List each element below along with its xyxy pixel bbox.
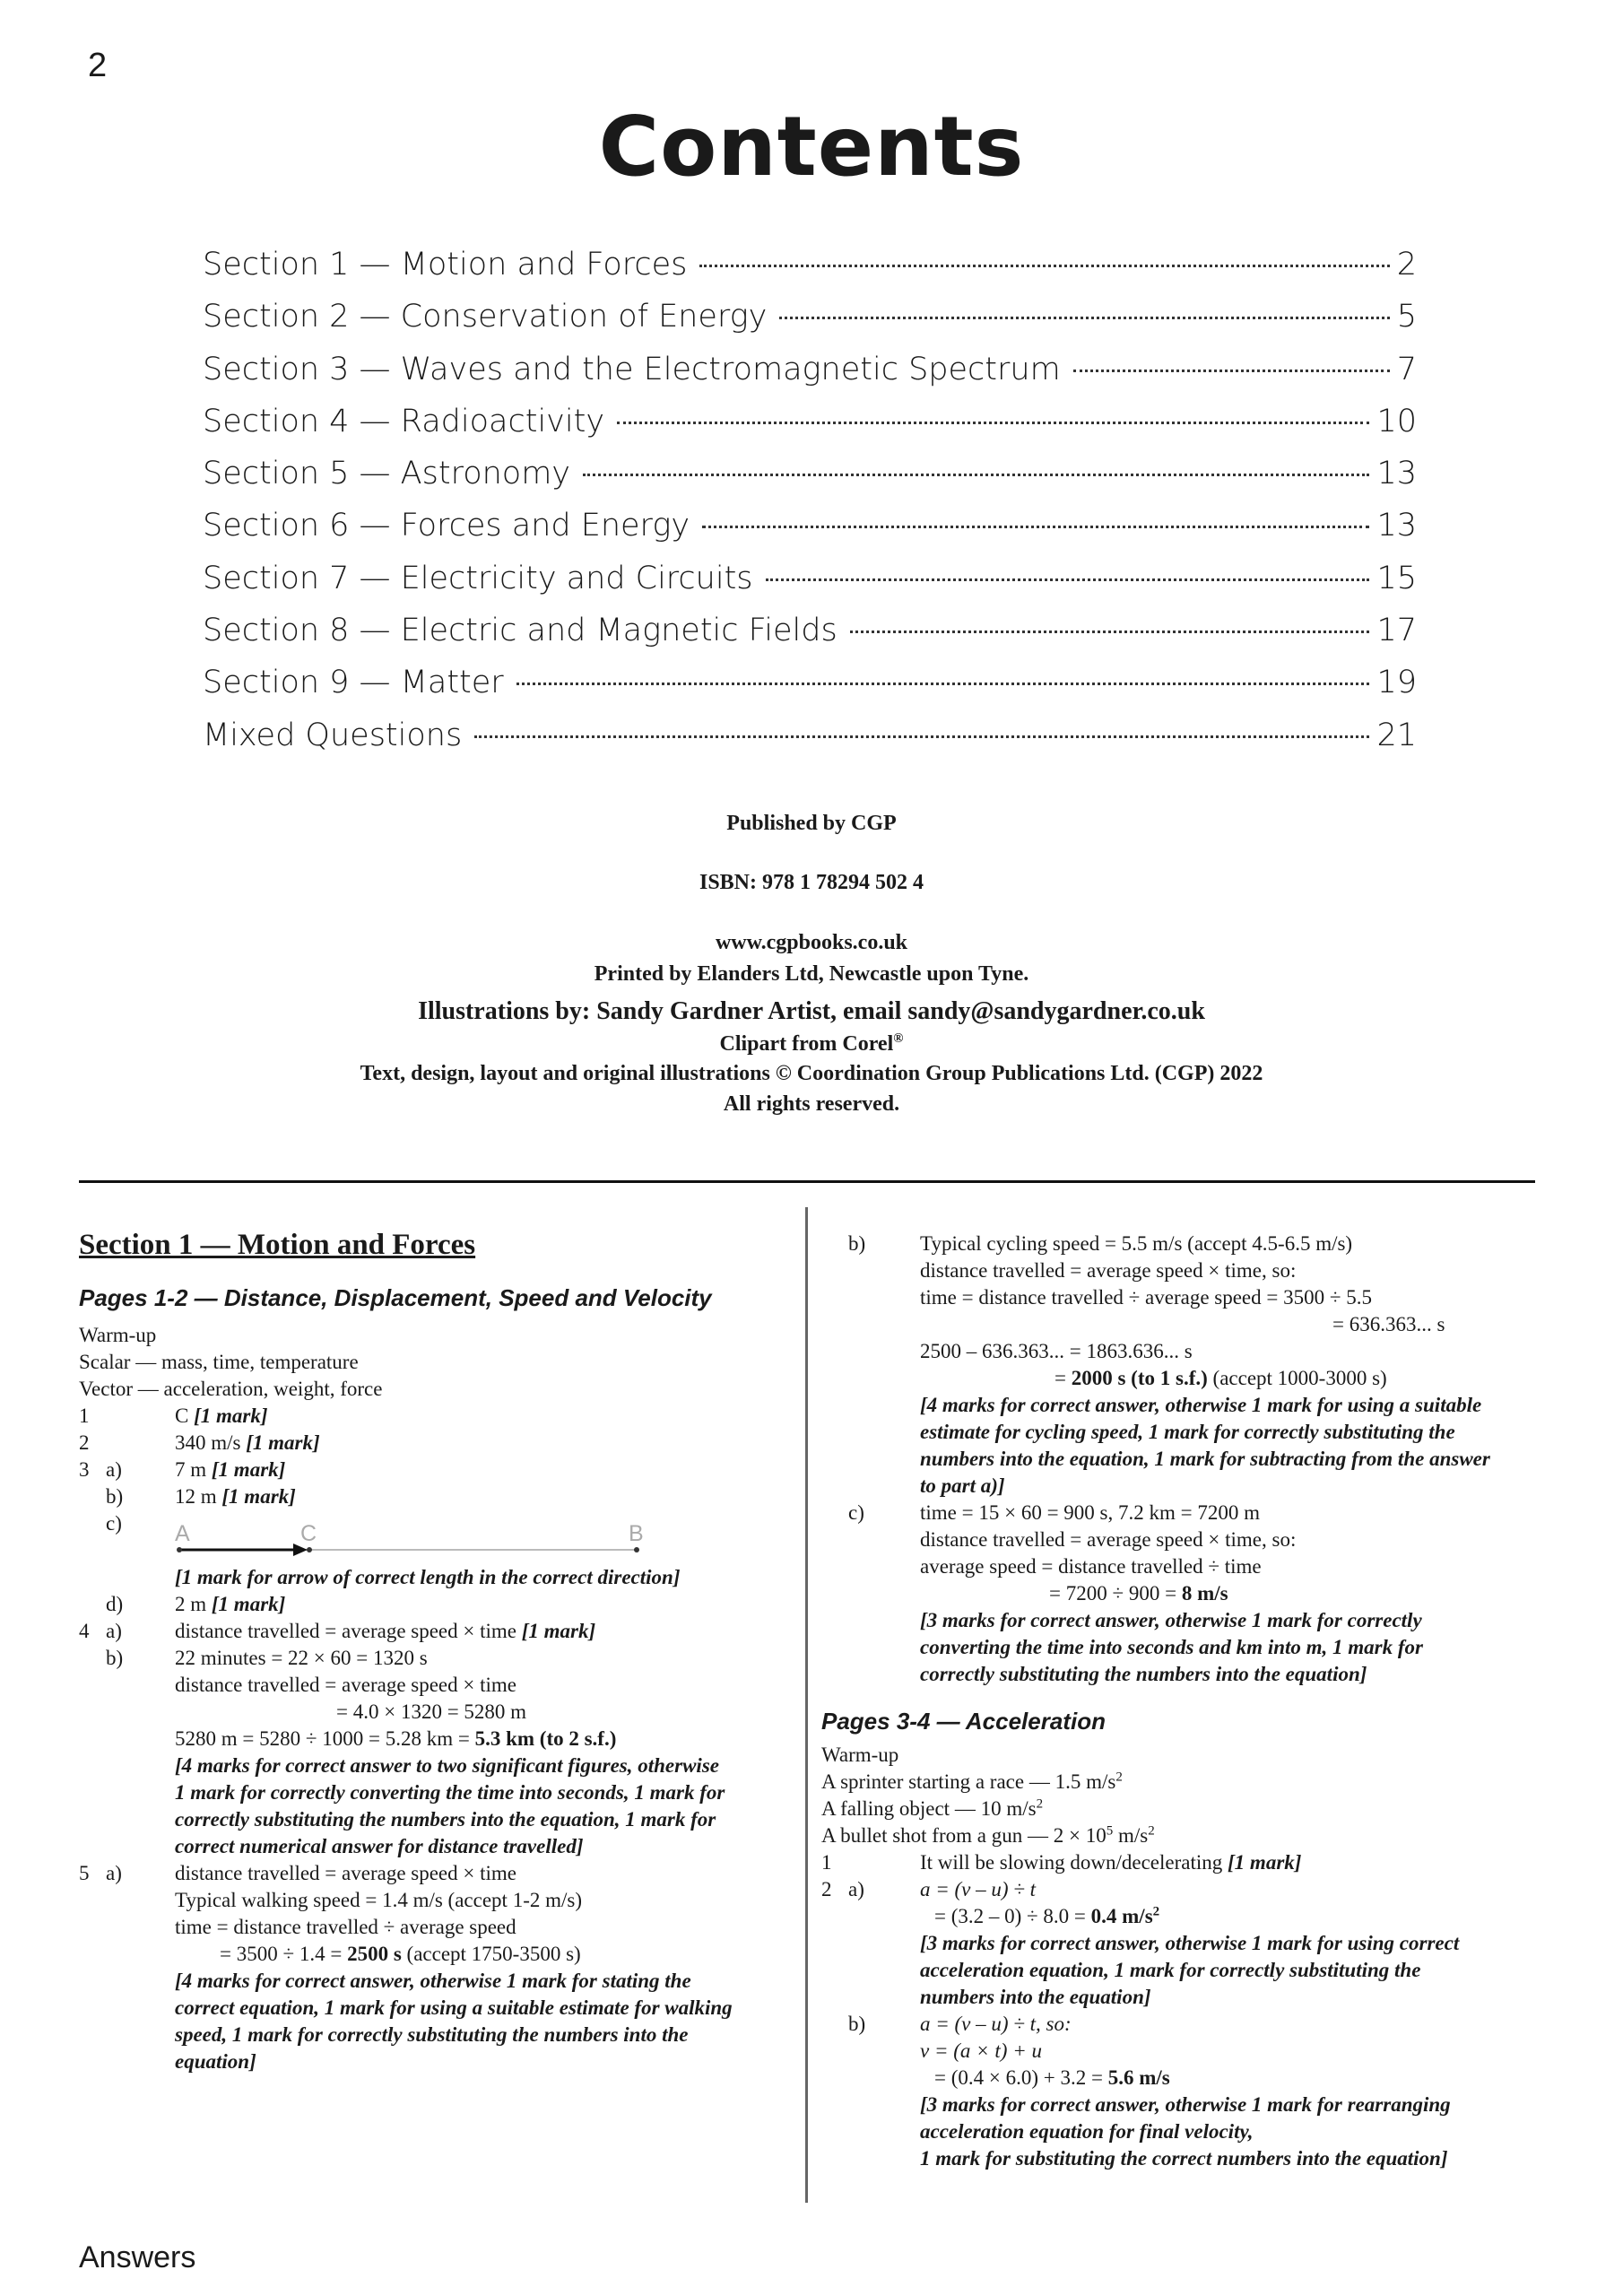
working-line: a = (v – u) ÷ t, so:	[920, 2013, 1072, 2035]
exponent: 2	[1148, 1823, 1155, 1839]
final-answer: 5.3 km (to 2 s.f.)	[474, 1727, 617, 1750]
toc-label: Section 2 — Conservation of Energy	[203, 299, 768, 335]
mark-note: [3 marks for correct answer, otherwise 1 mark for using correct	[920, 1932, 1460, 1954]
part-label: c)	[106, 1512, 122, 1535]
part-label: d)	[106, 1593, 124, 1615]
mark-note: [1 mark]	[221, 1485, 296, 1508]
working-line: 2500 – 636.363... = 1863.636... s	[920, 1340, 1193, 1362]
clipart-line	[0, 1032, 1623, 1057]
answer-line	[1049, 1582, 1228, 1605]
question-number: 2	[821, 1878, 832, 1900]
toc-page: 13	[1376, 508, 1417, 544]
toc-leader	[516, 683, 1370, 685]
warmup-label: Warm-up	[79, 1324, 157, 1346]
question-number: 3	[79, 1458, 90, 1481]
toc-entry[interactable]	[203, 456, 1417, 508]
toc-page: 19	[1376, 665, 1417, 701]
working-line: average speed = distance travelled ÷ time	[920, 1555, 1262, 1578]
working-line: distance travelled = average speed × time, so:	[920, 1528, 1297, 1551]
mark-note: [3 marks for correct answer, otherwise 1 mark for correctly	[920, 1609, 1422, 1631]
part-label: a)	[106, 1458, 122, 1481]
warmup-text: A bullet shot from a gun — 2 × 10	[821, 1824, 1107, 1847]
mark-note: acceleration equation for final velocity,	[920, 2120, 1254, 2143]
clipart-text: Clipart from Corel	[719, 1032, 894, 1056]
answer-text: 12 m	[175, 1485, 217, 1508]
point-a-label: A	[175, 1521, 190, 1546]
toc-label: Section 9 — Matter	[203, 665, 504, 701]
sub-heading: Pages 3-4 — Acceleration	[821, 1708, 1106, 1735]
answer-line	[175, 1405, 268, 1428]
toc-page: 10	[1376, 403, 1417, 439]
working-text: = 7200 ÷ 900 =	[1049, 1582, 1182, 1605]
mark-note: correctly substituting the numbers into the equation]	[920, 1663, 1367, 1685]
point-b-label: B	[629, 1521, 644, 1546]
page-title: Contents	[598, 99, 1025, 195]
exponent: 5	[1106, 1823, 1114, 1839]
question-number: 2	[79, 1431, 90, 1454]
toc-label: Section 1 — Motion and Forces	[203, 247, 688, 283]
mark-note: [1 mark for arrow of correct length in the correct direction]	[175, 1566, 681, 1588]
point-b-marker	[634, 1547, 639, 1552]
toc-leader	[766, 578, 1370, 581]
question-number: 5	[79, 1862, 90, 1884]
publisher-line: Published by CGP	[726, 812, 897, 835]
rights-line: All rights reserved.	[723, 1092, 900, 1116]
mark-note: [1 mark]	[521, 1620, 596, 1642]
question-number: 4	[79, 1620, 90, 1642]
working-text: = (0.4 × 6.0) + 3.2 =	[934, 2066, 1108, 2089]
working-line: time = distance travelled ÷ average speed = 3500 ÷ 5.5	[920, 1286, 1372, 1309]
answer-line	[934, 1905, 1159, 1928]
question-number: 1	[79, 1405, 90, 1427]
answer-line	[175, 1727, 616, 1751]
table-of-contents	[203, 247, 1417, 770]
final-answer: 8 m/s	[1181, 1582, 1228, 1605]
toc-label: Section 7 — Electricity and Circuits	[203, 560, 753, 596]
working-text: = (3.2 – 0) ÷ 8.0 =	[934, 1905, 1091, 1927]
answer-text: 340 m/s	[175, 1431, 241, 1454]
toc-page: 5	[1396, 299, 1417, 335]
mark-note: equation]	[175, 2050, 256, 2073]
toc-leader	[1073, 370, 1390, 372]
answer-line	[175, 1458, 285, 1482]
working-text: (accept 1000-3000 s)	[1207, 1367, 1387, 1389]
toc-entry[interactable]	[203, 718, 1417, 770]
warmup-text: A falling object — 10 m/s	[821, 1797, 1037, 1820]
working-line: a = (v – u) ÷ t	[920, 1878, 1037, 1900]
exponent: 2	[1115, 1770, 1123, 1785]
mark-note: [4 marks for correct answer to two significant figures, otherwise	[175, 1754, 719, 1777]
final-answer: 2500 s	[347, 1943, 402, 1965]
toc-label: Section 5 — Astronomy	[203, 456, 571, 492]
mark-note: [4 marks for correct answer, otherwise 1 mark for stating the	[175, 1970, 691, 1992]
part-label: a)	[848, 1878, 864, 1900]
exponent: 2	[1152, 1904, 1160, 1919]
toc-label: Section 6 — Forces and Energy	[203, 508, 690, 544]
toc-entry[interactable]	[203, 561, 1417, 613]
answer-line	[175, 1431, 320, 1455]
mark-note: correctly substituting the numbers into the equation, 1 mark for	[175, 1808, 716, 1831]
part-label: c)	[848, 1501, 864, 1524]
footer-label: Answers	[79, 2240, 196, 2274]
website-link[interactable]: www.cgpbooks.co.uk	[715, 931, 908, 954]
working-text: = 3500 ÷ 1.4 =	[220, 1943, 348, 1965]
mark-note: acceleration equation, 1 mark for correctly substituting the	[920, 1959, 1421, 1981]
working-text: (accept 1750-3500 s)	[401, 1943, 581, 1965]
toc-label: Section 8 — Electric and Magnetic Fields	[203, 613, 838, 649]
toc-entry[interactable]	[203, 299, 1417, 351]
toc-leader	[583, 474, 1369, 476]
copyright-line: Text, design, layout and original illustrations © Coordination Group Publications Ltd. (CGP) 2022	[360, 1062, 1263, 1085]
mark-note: correct equation, 1 mark for using a suitable estimate for walking	[175, 1996, 733, 2019]
warmup-scalar: Scalar — mass, time, temperature	[79, 1351, 359, 1373]
mark-note: 1 mark for substituting the correct numbers into the equation]	[920, 2147, 1448, 2170]
mark-note: [1 mark]	[246, 1431, 320, 1454]
part-label: b)	[848, 2013, 866, 2035]
answer-text: 7 m	[175, 1458, 207, 1481]
page-number: 2	[88, 47, 108, 84]
toc-entry[interactable]	[203, 352, 1417, 404]
toc-leader	[617, 422, 1369, 424]
toc-leader	[702, 526, 1369, 528]
sub-heading: Pages 1-2 — Distance, Displacement, Speed and Velocity	[79, 1284, 712, 1311]
mark-note: numbers into the equation, 1 mark for subtracting from the answer	[920, 1448, 1490, 1470]
mark-note: [1 mark]	[211, 1458, 286, 1481]
warmup-line	[821, 1770, 1123, 1794]
mark-note: correct numerical answer for distance travelled]	[175, 1835, 584, 1857]
point-a-marker	[177, 1547, 182, 1552]
answer-line	[175, 1593, 285, 1616]
exponent: 2	[1036, 1796, 1044, 1812]
toc-entry[interactable]	[203, 404, 1417, 456]
final-answer: 0.4 m/s	[1090, 1905, 1153, 1927]
toc-label: Section 4 — Radioactivity	[203, 403, 605, 439]
mark-note: converting the time into seconds and km into m, 1 mark for	[920, 1636, 1423, 1658]
isbn-line: ISBN: 978 1 78294 502 4	[699, 871, 924, 894]
toc-page: 7	[1396, 351, 1417, 387]
mark-note: [4 marks for correct answer, otherwise 1 mark for using a suitable	[920, 1394, 1482, 1416]
toc-page: 17	[1376, 613, 1417, 649]
mark-note: [1 mark]	[211, 1593, 286, 1615]
mark-note: [1 mark]	[194, 1405, 268, 1427]
working-line: = 4.0 × 1320 = 5280 m	[336, 1700, 527, 1723]
final-answer: 2000 s (to 1 s.f.)	[1071, 1367, 1208, 1389]
section-heading: Section 1 — Motion and Forces	[79, 1229, 476, 1261]
final-answer: 5.6 m/s	[1107, 2066, 1170, 2089]
answer-text: distance travelled = average speed × time	[175, 1620, 516, 1642]
working-line: Typical walking speed = 1.4 m/s (accept 1-2 m/s)	[175, 1889, 582, 1911]
printer-line: Printed by Elanders Ltd, Newcastle upon Tyne.	[594, 962, 1029, 986]
warmup-text: m/s	[1113, 1824, 1149, 1847]
toc-entry[interactable]	[203, 613, 1417, 665]
answer-line	[220, 1943, 581, 1966]
toc-page: 2	[1396, 247, 1417, 283]
toc-leader	[699, 265, 1389, 267]
toc-label: Section 3 — Waves and the Electromagnetic Spectrum	[203, 351, 1061, 387]
answer-line	[934, 2066, 1170, 2090]
answer-text: 2 m	[175, 1593, 207, 1615]
column-divider	[805, 1207, 808, 2203]
mark-note: to part a)]	[920, 1474, 1005, 1497]
part-label: b)	[106, 1485, 124, 1508]
warmup-line	[821, 1824, 1155, 1848]
part-label: b)	[848, 1232, 866, 1255]
mark-note: [3 marks for correct answer, otherwise 1 mark for rearranging	[920, 2093, 1451, 2116]
mark-note: estimate for cycling speed, 1 mark for correctly substituting the	[920, 1421, 1455, 1443]
answer-text: It will be slowing down/decelerating	[920, 1851, 1223, 1874]
toc-entry[interactable]	[203, 508, 1417, 560]
toc-page: 13	[1376, 456, 1417, 492]
answer-line	[175, 1620, 595, 1643]
toc-label: Mixed Questions	[203, 717, 463, 753]
warmup-vector: Vector — acceleration, weight, force	[79, 1378, 383, 1400]
working-text: =	[1055, 1367, 1072, 1389]
working-line: Typical cycling speed = 5.5 m/s (accept 4.5-6.5 m/s)	[920, 1232, 1353, 1255]
working-text: 5280 m = 5280 ÷ 1000 = 5.28 km =	[175, 1727, 475, 1750]
toc-page: 21	[1376, 717, 1417, 753]
working-line: distance travelled = average speed × time, so:	[920, 1259, 1297, 1282]
warmup-line	[821, 1797, 1043, 1821]
mark-note: numbers into the equation]	[920, 1986, 1151, 2008]
working-line: time = 15 × 60 = 900 s, 7.2 km = 7200 m	[920, 1501, 1260, 1524]
warmup-text: A sprinter starting a race — 1.5 m/s	[821, 1770, 1116, 1793]
warmup-label: Warm-up	[821, 1744, 899, 1766]
question-number: 1	[821, 1851, 832, 1874]
working-line: 22 minutes = 22 × 60 = 1320 s	[175, 1647, 428, 1669]
mark-note: 1 mark for correctly converting the time into seconds, 1 mark for	[175, 1781, 725, 1804]
horizontal-divider	[79, 1180, 1535, 1183]
working-line: = 636.363... s	[1332, 1313, 1445, 1335]
toc-leader	[779, 317, 1389, 319]
illustrations-line: Illustrations by: Sandy Gardner Artist, email sandy@sandygardner.co.uk	[418, 997, 1205, 1025]
toc-entry[interactable]	[203, 665, 1417, 717]
toc-entry[interactable]	[203, 247, 1417, 299]
working-line: time = distance travelled ÷ average speed	[175, 1916, 516, 1938]
toc-page: 15	[1376, 560, 1417, 596]
part-label: a)	[106, 1620, 122, 1642]
mark-note: speed, 1 mark for correctly substituting the numbers into the	[175, 2023, 689, 2046]
point-c-marker	[307, 1547, 312, 1552]
part-label: a)	[106, 1862, 122, 1884]
point-c-label: C	[300, 1521, 317, 1546]
displacement-diagram	[175, 1514, 749, 1566]
answer-line	[920, 1851, 1301, 1874]
toc-leader	[850, 631, 1370, 633]
working-line: v = (a × t) + u	[920, 2039, 1042, 2062]
answer-line	[1055, 1367, 1387, 1390]
answer-line	[175, 1485, 296, 1509]
toc-leader	[474, 735, 1369, 738]
part-label: b)	[106, 1647, 124, 1669]
working-line: distance travelled = average speed × time	[175, 1674, 516, 1696]
working-line: distance travelled = average speed × time	[175, 1862, 516, 1884]
mark-note: [1 mark]	[1228, 1851, 1302, 1874]
registered-mark: ®	[893, 1031, 904, 1046]
answer-text: C	[175, 1405, 189, 1427]
